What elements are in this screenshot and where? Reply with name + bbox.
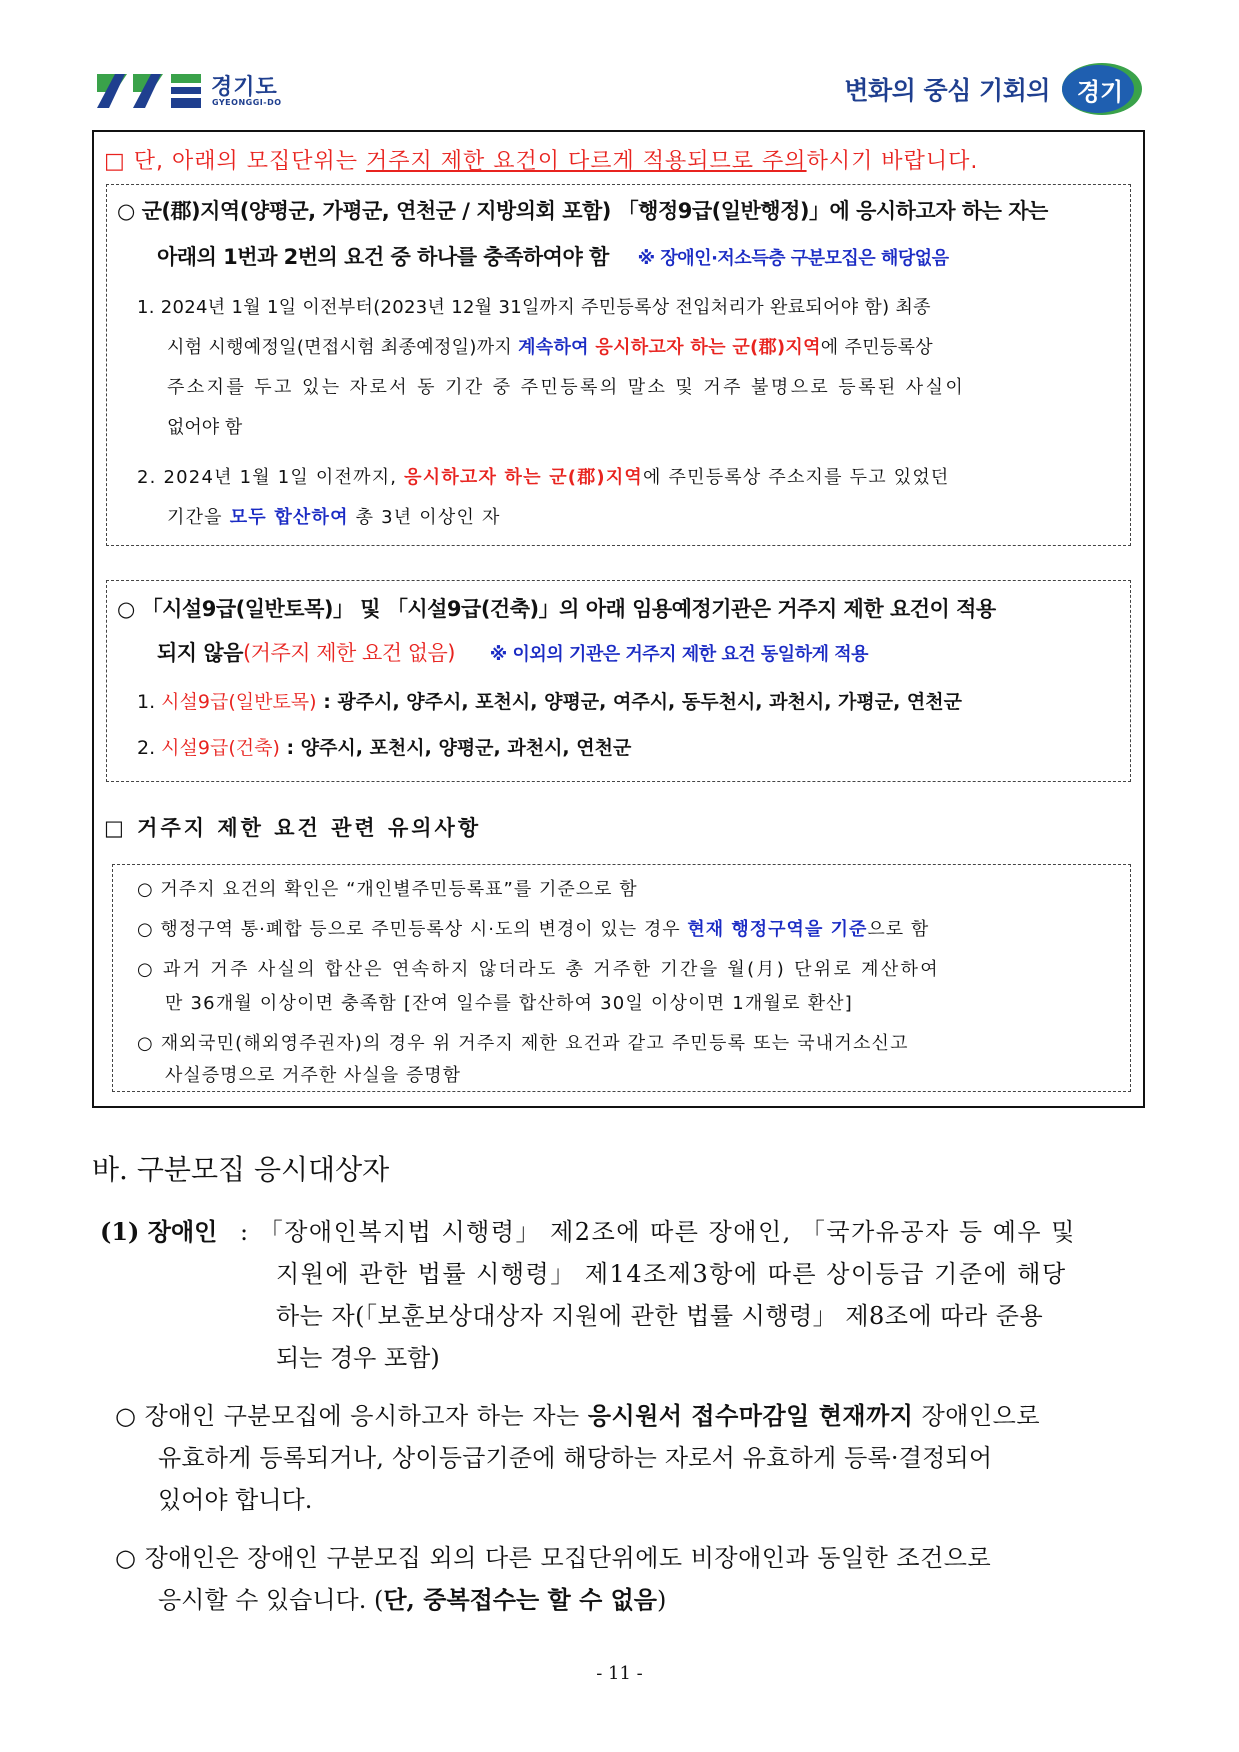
notice-box [92, 130, 1145, 1108]
box1-item1-line1: 1. 2024년 1월 1일 이전부터(2023년 12월 31일까지 주민등록상 전입처리가 완료되어야 함) 최종 [137, 297, 931, 318]
notice-headline [104, 144, 978, 175]
facility-9-exception-box [106, 580, 1131, 782]
notes-heading: □ 거주지 제한 요건 관련 유의사항 [104, 816, 482, 840]
box2-title-line2 [157, 637, 868, 667]
slogan [844, 60, 1144, 118]
box2-item2-num: 2. [137, 737, 162, 759]
box1-item1-line2 [167, 333, 933, 359]
box1-item1-line4: 없어야 함 [167, 417, 243, 438]
disabled-def-line3: 하는 자(「보훈보상대상자 지원에 관한 법률 시행령」 제8조에 따라 준용 [276, 1302, 1044, 1330]
slogan-text: 변화의 중심 기회의 [844, 76, 1050, 105]
gyeonggi-logo [95, 68, 295, 114]
bullet-2-line1: ○ 장애인은 장애인 구분모집 외의 다른 모집단위에도 비장애인과 동일한 조건으로 [115, 1544, 992, 1572]
box2-title-line1 [117, 593, 996, 623]
notice-text-2: 거주지 제한 요건이 다르게 적용되므로 주의 [366, 149, 807, 174]
disabled-def-line1: : 「장애인복지법 시행령」 제2조에 따른 장애인, 「국가유공자 등 예우 및 [240, 1218, 1076, 1246]
notes-box [112, 864, 1131, 1092]
box2-item2-rest: : 양주시, 포천시, 양평군, 과천시, 연천군 [279, 737, 632, 759]
bullet-1-line3: 있어야 합니다. [158, 1486, 313, 1514]
box1-item2-l1b: 응시하고자 하는 군(郡)지역 [404, 467, 644, 488]
section-title: 바. 구분모집 응시대상자 [92, 1153, 390, 1186]
note-3-line2: 만 36개월 이상이면 충족함 [잔여 일수를 합산하여 30일 이상이면 1개월로 환산] [165, 993, 853, 1014]
bullet-1-l1c: 장애인으로 [913, 1402, 1041, 1430]
bullet-1-line1 [115, 1396, 1040, 1431]
note-4-line1: ○ 재외국민(해외영주권자)의 경우 위 거주지 제한 요건과 같고 주민등록 또는 국내거소신고 [137, 1033, 909, 1054]
box1-item2-l2a: 기간을 [167, 507, 230, 528]
note-3-line1: ○ 과거 거주 사실의 합산은 연속하지 않더라도 총 거주한 기간을 월(月) 단위로 계산하여 [137, 959, 940, 980]
box2-title2b: (거주지 제한 요건 없음) [242, 641, 455, 665]
box2-item1-num: 1. [137, 691, 162, 713]
disabled-def-line2: 지원에 관한 법률 시행령」 제14조제3항에 따른 상이등급 기준에 해당 [276, 1260, 1067, 1288]
notice-text-1: 단, 아래의 모집단위는 [133, 149, 367, 174]
box1-title1: 군(郡)지역(양평군, 가평군, 연천군 / 지방의회 포함) 「행정9급(일반행정)」에 응시하고자 하는 자는 [141, 199, 1048, 223]
note-2 [137, 915, 929, 941]
box1-item2-l2b: 모두 합산하여 [229, 507, 349, 528]
box2-bullet: ○ [117, 597, 135, 621]
note-2c: 으로 함 [867, 919, 930, 940]
box1-item2-line1 [137, 463, 950, 489]
box1-item1-l2b: 계속하여 [518, 337, 589, 358]
note-1: ○ 거주지 요건의 확인은 “개인별주민등록표”를 기준으로 함 [137, 879, 638, 900]
logo-name-en: GYEONGGI-DO [212, 98, 282, 107]
box1-title2: 아래의 1번과 2번의 요건 중 하나를 충족하여야 함 [157, 245, 609, 269]
disabled-def-line4: 되는 경우 포함) [276, 1344, 440, 1372]
bullet-2-l2c: ) [656, 1586, 667, 1614]
box1-item1-line3: 주소지를 두고 있는 자로서 동 기간 중 주민등록의 말소 및 거주 불명으로 등록된 사실이 [167, 377, 966, 398]
box1-item2-line2 [167, 503, 501, 529]
box1-title-line2 [157, 241, 949, 271]
bullet-2-l2a: 응시할 수 있습니다. ( [158, 1586, 384, 1614]
notice-text-3: 하시기 바랍니다. [806, 149, 979, 174]
logo-mark-icon [95, 68, 207, 114]
box1-item2-l1a: 2. 2024년 1월 1일 이전까지, [137, 467, 405, 488]
disabled-label [100, 1212, 217, 1247]
note-2a: ○ 행정구역 통·폐합 등으로 주민등록상 시·도의 변경이 있는 경우 [137, 919, 688, 940]
page-number: - 11 - [596, 1663, 643, 1684]
box2-item2-red: 시설9급(건축) [161, 737, 280, 759]
bullet-1-l1a: ○ 장애인 구분모집에 응시하고자 하는 자는 [115, 1402, 588, 1430]
box2-title1: 「시설9급(일반토목)」 및 「시설9급(건축)」의 아래 임용예정기관은 거주지 제한 요건이 적용 [141, 597, 996, 621]
box1-item1-l2a: 시험 시행예정일(면접시험 최종예정일)까지 [167, 337, 519, 358]
box1-item1-l2c: 응시하고자 하는 군(郡)지역 [588, 337, 821, 358]
box2-note: ※ 이외의 기관은 거주지 제한 요건 동일하게 적용 [489, 644, 869, 665]
bullet-2-line2 [158, 1580, 666, 1615]
box2-item1-rest: : 광주시, 양주시, 포천시, 양평군, 여주시, 동두천시, 과천시, 가평군, 연천군 [316, 691, 962, 713]
box1-note: ※ 장애인·저소득층 구분모집은 해당없음 [637, 248, 949, 269]
box2-title2a: 되지 않음 [157, 641, 243, 665]
box1-item2-l2c: 총 3년 이상인 자 [348, 507, 501, 528]
note-2b: 현재 행정구역을 기준 [687, 919, 868, 940]
logo-name: 경기도 [211, 75, 278, 100]
disabled-label-text: (1) 장애인 [100, 1217, 218, 1246]
box1-title-line1 [117, 195, 1048, 225]
box1-item2-l1c: 에 주민등록상 주소지를 두고 있었던 [643, 467, 950, 488]
bullet-1-l1b: 응시원서 접수마감일 현재까지 [587, 1401, 914, 1430]
admin-9-condition-box [106, 184, 1131, 546]
note-4-line2: 사실증명으로 거주한 사실을 증명함 [165, 1065, 461, 1086]
bullet-2-l2b: 단, 중복접수는 할 수 없음 [383, 1585, 657, 1614]
slogan-badge [1056, 60, 1144, 118]
box2-item2 [137, 733, 631, 760]
box1-item1-l2d: 에 주민등록상 [820, 337, 933, 358]
box1-bullet: ○ [117, 199, 135, 223]
box2-item1 [137, 687, 962, 714]
bullet-1-line2: 유효하게 등록되거나, 상이등급기준에 해당하는 자로서 유효하게 등록·결정되어 [158, 1444, 993, 1472]
box2-item1-red: 시설9급(일반토목) [161, 691, 317, 713]
slogan-badge-label: 경기 [1076, 77, 1124, 106]
notice-marker: □ [104, 149, 126, 174]
